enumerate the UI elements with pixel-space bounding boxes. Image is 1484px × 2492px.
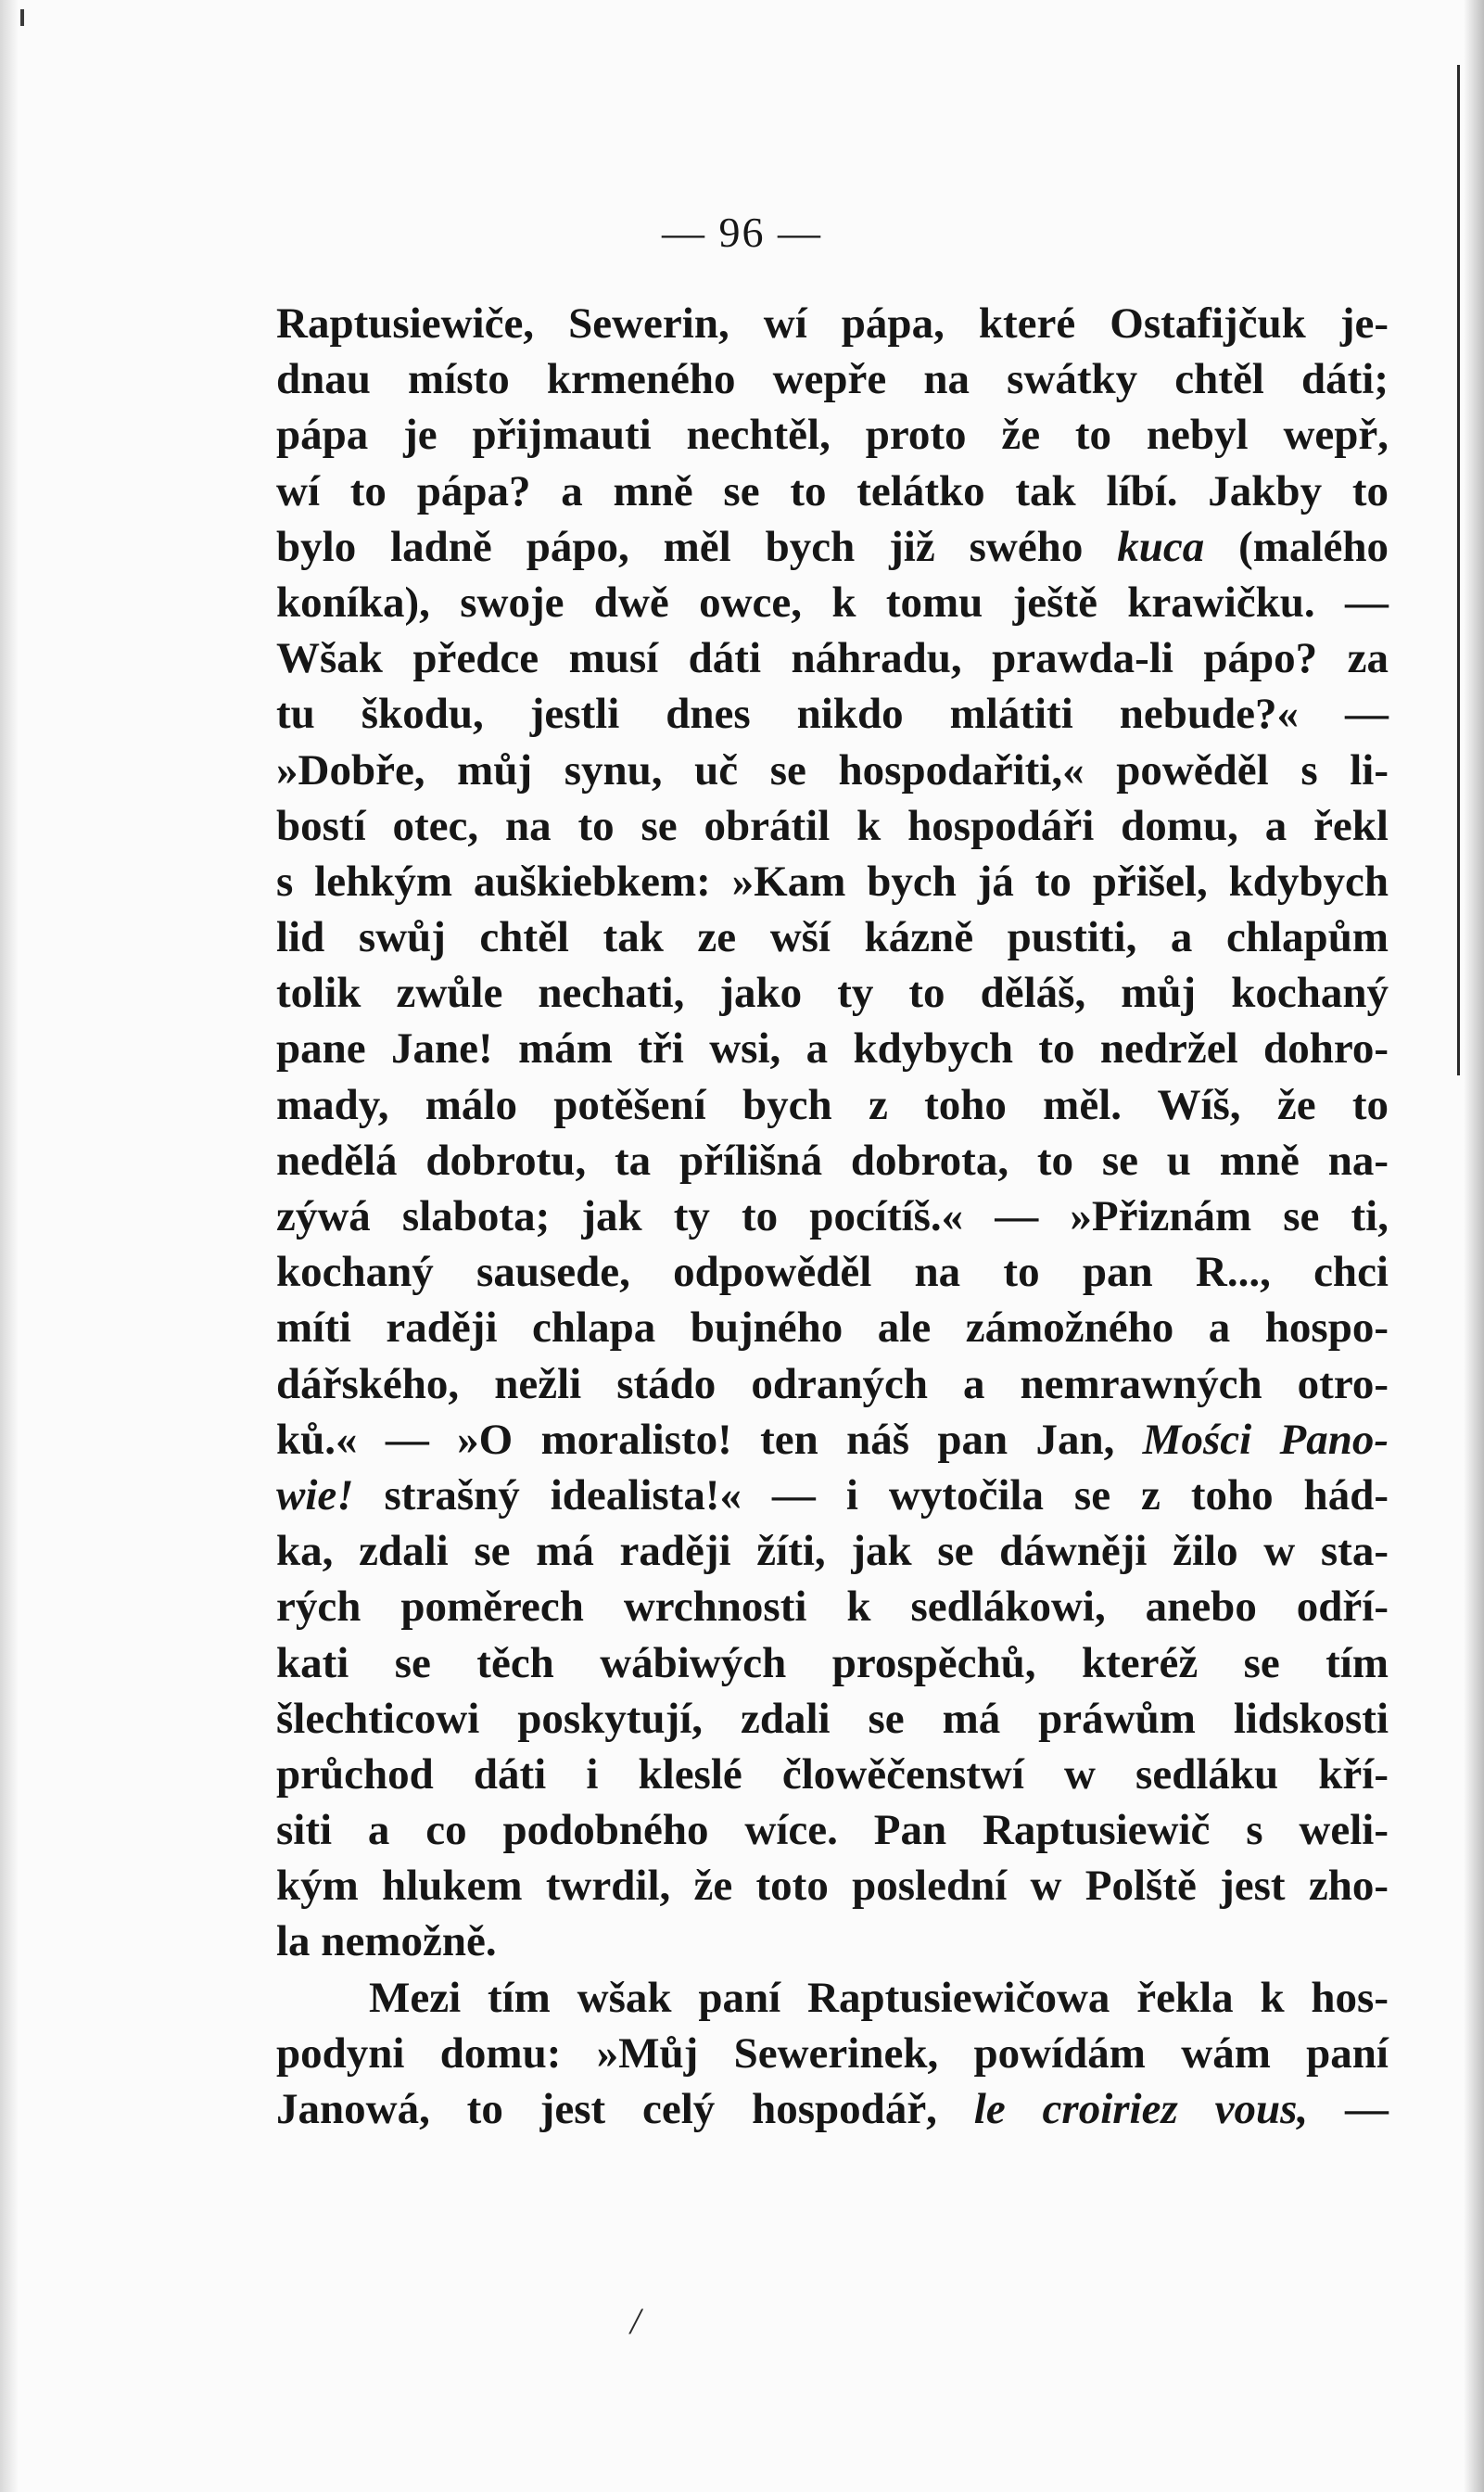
- text-line: tolik zwůle nechati, jako ty to děláš, můj kochaný: [276, 969, 1389, 1018]
- text-line: [276, 1412, 1389, 1468]
- text-line: dářského, nežli stádo odraných a nemrawných otro-: [276, 1359, 1389, 1408]
- stray-mark: /: [630, 2300, 641, 2342]
- text-run: strašný idealista!« — i wytočila se z toho hád-: [353, 1470, 1389, 1519]
- text-line: kochaný sausede, odpowěděl na to pan R..., chci: [276, 1248, 1389, 1297]
- text-line: podyni domu: »Můj Sewerinek, powídám wám paní: [276, 2028, 1389, 2078]
- text-line: la nemožně.: [276, 1917, 497, 1966]
- text-line: Wšak předce musí dáti náhradu, prawda-li pápo? za: [276, 634, 1389, 683]
- text-line: dnau místo krmeného wepře na swátky chtěl dáti;: [276, 355, 1389, 404]
- text-line: tu škodu, jestli dnes nikdo mlátiti nebude?« —: [276, 690, 1389, 739]
- text-line: ka, zdali se má raději žíti, jak se dáwněji žilo w sta-: [276, 1527, 1389, 1576]
- text-run: (malého: [1204, 522, 1389, 571]
- text-line: Raptusiewiče, Sewerin, wí pápa, které Ostafijčuk je-: [276, 299, 1389, 348]
- italic-run: kuca: [1117, 522, 1205, 571]
- text-line: rých poměrech wrchnosti k sedlákowi, anebo odří-: [276, 1583, 1389, 1632]
- text-run: Janowá, to jest celý hospodář,: [276, 2085, 974, 2133]
- text-line: nedělá dobrotu, ta přílišná dobrota, to se u mně na-: [276, 1136, 1389, 1185]
- text-line: zýwá slabota; jak ty to pocítíš.« — »Přiznám se ti,: [276, 1192, 1389, 1240]
- page-number: — 96 —: [662, 209, 822, 256]
- text-line: Mezi tím wšak paní Raptusiewičowa řekla k hos-: [369, 1973, 1389, 2022]
- italic-run: le croiriez vous,: [973, 2085, 1309, 2133]
- left-page-edge: [0, 0, 19, 2492]
- text-line: šlechticowi poskytují, zdali se má práwům lidskosti: [276, 1694, 1389, 1743]
- text-line: kati se těch wábiwých prospěchů, kteréž se tím: [276, 1638, 1389, 1687]
- text-line: mady, málo potěšení bych z toho měl. Wíš, že to: [276, 1080, 1389, 1129]
- text-line: wí to pápa? a mně se to telátko tak líbí. Jakby to: [276, 466, 1389, 515]
- text-line: siti a co podobného wíce. Pan Raptusiewič s weli-: [276, 1806, 1389, 1855]
- text-line: [276, 1468, 1389, 1523]
- text-line: s lehkým auškiebkem: »Kam bych já to přišel, kdybych: [276, 857, 1389, 906]
- body-text: [276, 296, 1389, 2137]
- text-line: kým hlukem twrdil, že toto poslední w Polště jest zho-: [276, 1862, 1389, 1911]
- text-line: [276, 519, 1389, 575]
- text-run: —: [1308, 2085, 1389, 2133]
- top-corner-mark: [20, 9, 24, 26]
- text-run: bylo ladně pápo, měl bych již swého: [276, 522, 1118, 571]
- text-line: koníka), swoje dwě owce, k tomu ještě krawičku. —: [276, 578, 1389, 627]
- text-line: lid swůj chtěl tak ze wší kázně pustiti, a chlapům: [276, 913, 1389, 962]
- text-line: pane Jane! mám tři wsi, a kdybych to nedržel dohro-: [276, 1024, 1389, 1074]
- text-run: ků.« — »O moralisto! ten náš pan Jan,: [276, 1415, 1143, 1464]
- text-line: průchod dáti i kleslé člowěčenstwí w sedláku kří-: [276, 1749, 1389, 1799]
- right-page-edge: [1464, 0, 1484, 2492]
- text-line: [276, 2081, 1389, 2137]
- text-line: míti raději chlapa bujného ale zámožného a hospo-: [276, 1303, 1389, 1353]
- text-line: pápa je přijmauti nechtěl, proto že to nebyl wepř,: [276, 411, 1389, 460]
- italic-run: Mości Pano-: [1142, 1415, 1389, 1464]
- text-line: »Dobře, můj synu, uč se hospodařiti,« powěděl s li-: [276, 745, 1389, 795]
- italic-run: wie!: [276, 1470, 354, 1519]
- text-line: bostí otec, na to se obrátil k hospodáři domu, a řekl: [276, 801, 1389, 850]
